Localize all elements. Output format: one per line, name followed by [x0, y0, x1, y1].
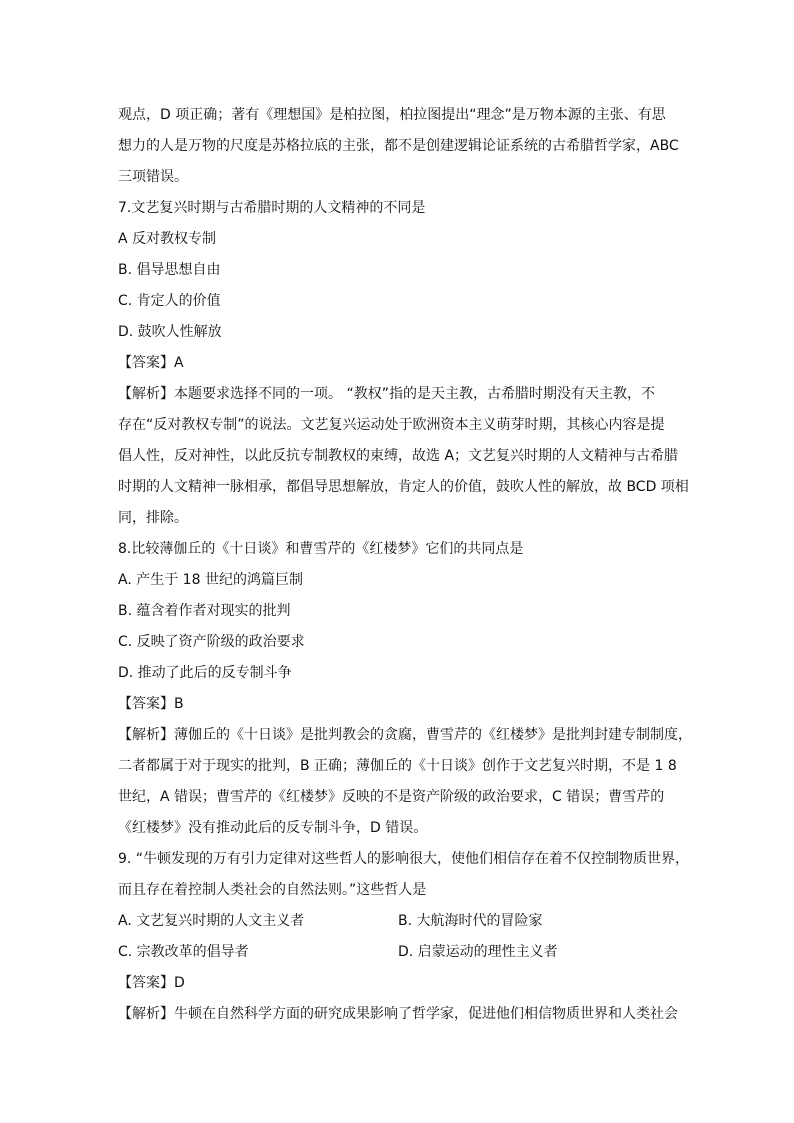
- q9-options-row-2: [118, 937, 678, 968]
- q9-options-row-1: [118, 906, 678, 937]
- q8-analysis-line: 世纪，A 错误；曹雪芹的《红楼梦》反映的不是资产阶级的政治要求，C 错误；曹雪芹的: [118, 789, 665, 805]
- q8-option-c: C. 反映了资产阶级的政治要求: [118, 634, 305, 650]
- q7-option-c: C. 肯定人的价值: [118, 293, 221, 309]
- q8-analysis-line: 【解析】薄伽丘的《十日谈》是批判教会的贪腐，曹雪芹的《红楼梦》是批判封建专制制度，: [118, 727, 692, 743]
- question-9-cont: 而且存在着控制人类社会的自然法则。”这些哲人是: [118, 882, 427, 898]
- text-line: 观点，D 项正确；著有《理想国》是柏拉图，柏拉图提出“理念”是万物本源的主张、有思: [118, 107, 666, 123]
- q9-option-b: B. 大航海时代的冒险家: [398, 913, 543, 929]
- q7-analysis-line: 时期的人文精神一脉相承，都倡导思想解放，肯定人的价值，鼓吹人性的解放，故 BCD 项相: [118, 479, 689, 495]
- q9-analysis-line: 【解析】牛顿在自然科学方面的研究成果影响了哲学家，促进他们相信物质世界和人类社会: [118, 1006, 678, 1022]
- q7-answer: 【答案】A: [118, 355, 184, 371]
- q9-option-d: D. 启蒙运动的理性主义者: [398, 944, 558, 960]
- q7-analysis-line: 存在“反对教权专制”的说法。文艺复兴运动处于欧洲资本主义萌芽时期，其核心内容是提: [118, 417, 665, 433]
- text-line: 三项错误。: [118, 169, 188, 185]
- q7-option-d: D. 鼓吹人性解放: [118, 324, 222, 340]
- q9-answer: 【答案】D: [118, 975, 185, 991]
- q8-analysis-line: 《红楼梦》没有推动此后的反专制斗争，D 错误。: [118, 820, 428, 836]
- q8-analysis-line: 二者都属于对于现实的批判，B 正确；薄伽丘的《十日谈》创作于文艺复兴时期，不是 1 8: [118, 758, 677, 774]
- q7-analysis-line: 倡人性，反对神性，以此反抗专制教权的束缚，故选 A；文艺复兴时期的人文精神与古希腊: [118, 448, 679, 464]
- document-body: [118, 100, 692, 1030]
- q7-analysis-line: 同，排除。: [118, 510, 188, 526]
- q8-option-a: A. 产生于 18 世纪的鸿篇巨制: [118, 572, 303, 588]
- text-line: 想力的人是万物的尺度是苏格拉底的主张，都不是创建逻辑论证系统的古希腊哲学家，ABC: [118, 138, 679, 154]
- q7-option-b: B. 倡导思想自由: [118, 262, 221, 278]
- q9-option-a: A. 文艺复兴时期的人文主义者: [118, 913, 305, 929]
- question-8: 8.比较薄伽丘的《十日谈》和曹雪芹的《红楼梦》它们的共同点是: [118, 541, 524, 557]
- q8-option-d: D. 推动了此后的反专制斗争: [118, 665, 292, 681]
- question-7: 7.文艺复兴时期与古希腊时期的人文精神的不同是: [118, 200, 426, 216]
- q8-option-b: B. 蕴含着作者对现实的批判: [118, 603, 291, 619]
- q8-answer: 【答案】B: [118, 696, 184, 712]
- q9-option-c: C. 宗教改革的倡导者: [118, 944, 249, 960]
- q7-analysis-line: 【解析】本题要求选择不同的一项。 “教权”指的是天主教，古希腊时期没有天主教，不: [118, 386, 655, 402]
- question-9: 9. “牛顿发现的万有引力定律对这些哲人的影响很大，使他们相信存在着不仅控制物质世界，: [118, 851, 690, 867]
- q7-option-a: A 反对教权专制: [118, 231, 217, 247]
